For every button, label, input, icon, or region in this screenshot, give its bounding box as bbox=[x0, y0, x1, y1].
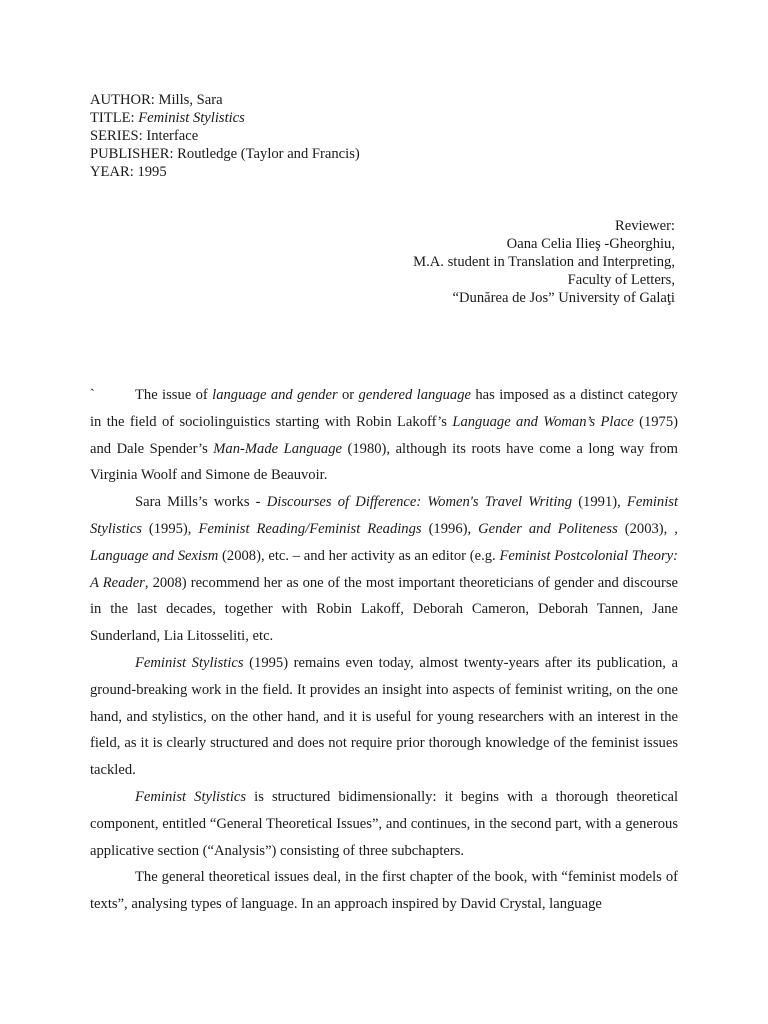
italic-book-title: Language and Woman’s Place bbox=[452, 413, 634, 430]
review-body bbox=[90, 382, 678, 918]
paragraph-text: (1975) and Dale Spender’s bbox=[90, 413, 678, 457]
reviewer-block bbox=[413, 217, 675, 307]
author-value: Mills, Sara bbox=[158, 92, 223, 108]
italic-book-title: Gender and Politeness bbox=[478, 520, 618, 537]
italic-book-title: Man-Made Language bbox=[213, 440, 342, 457]
bibliographic-info bbox=[90, 91, 360, 181]
paragraph-text: The issue of bbox=[135, 387, 213, 403]
paragraph-text: (2003), , bbox=[617, 520, 678, 537]
year-label: YEAR: bbox=[90, 164, 138, 180]
paragraph-4 bbox=[90, 784, 678, 864]
italic-book-title: Feminist Stylistics bbox=[90, 494, 678, 537]
paragraph-text: has imposed as a distinct category in the field of sociolinguistics starting with Robin Lakoff’s bbox=[90, 387, 678, 430]
paragraph-text: (1995), bbox=[141, 520, 199, 537]
series-label: SERIES: bbox=[90, 128, 147, 144]
italic-term: gendered language bbox=[358, 387, 471, 403]
series-line bbox=[90, 127, 360, 145]
title-label: TITLE: bbox=[90, 110, 139, 126]
paragraph-text: (1991), bbox=[572, 494, 627, 511]
backtick-mark: ` bbox=[90, 387, 95, 403]
reviewer-heading: Reviewer: bbox=[615, 218, 675, 234]
publisher-label: PUBLISHER: bbox=[90, 146, 178, 162]
italic-book-title: Feminist Stylistics bbox=[135, 654, 244, 671]
paragraph-1 bbox=[90, 382, 678, 489]
year-line bbox=[90, 163, 360, 181]
reviewer-name: Oana Celia Ilieş -Gheorghiu, bbox=[506, 236, 675, 252]
italic-book-title: Language and Sexism bbox=[90, 547, 219, 564]
year-value: 1995 bbox=[137, 164, 167, 180]
paragraph-text: , 2008) recommend her as one of the most important theoreticians of gender and discourse in the last decades, together with Robin Lakoff, Deborah Cameron, Deborah Tannen, Jane Sunderland, Lia Litosseliti, etc. bbox=[90, 574, 678, 645]
italic-term: language and gender bbox=[212, 387, 338, 403]
author-line bbox=[90, 91, 360, 109]
paragraph-2 bbox=[90, 489, 678, 650]
author-label: AUTHOR: bbox=[90, 92, 159, 108]
publisher-line bbox=[90, 145, 360, 163]
reviewer-position: M.A. student in Translation and Interpreting, bbox=[413, 254, 675, 270]
publisher-value: Routledge (Taylor and Francis) bbox=[177, 146, 360, 162]
paragraph-text: (2008), etc. – and her activity as an editor (e.g. bbox=[218, 547, 500, 564]
reviewer-faculty: Faculty of Letters, bbox=[567, 272, 675, 288]
italic-book-title: Discourses of Difference: Women's Travel Writing bbox=[266, 494, 573, 511]
paragraph-text: (1995) remains even today, almost twenty-years after its publication, a ground-breaking work in the field. It provides an insight into aspects of feminist writing, on the one hand, and stylistics, on the other hand, and it is useful for young researchers with an interest in the field, as it is clearly structured and does not require prior thorough knowledge of the feminist issues tackled. bbox=[90, 654, 678, 779]
paragraph-text: (1996), bbox=[421, 520, 479, 537]
italic-book-title: Feminist Postcolonial Theory: A Reader bbox=[90, 547, 678, 591]
series-value: Interface bbox=[146, 128, 199, 144]
italic-book-title: Feminist Stylistics bbox=[135, 788, 247, 805]
paragraph-5 bbox=[90, 864, 678, 918]
paragraph-text: The general theoretical issues deal, in the first chapter of the book, with “feminist models of texts”, analysing types of language. In an approach inspired by David Crystal, language bbox=[90, 869, 678, 913]
title-line bbox=[90, 109, 360, 127]
paragraph-text: Sara Mills’s works - bbox=[135, 494, 267, 511]
italic-book-title: Feminist Reading/Feminist Readings bbox=[198, 520, 422, 537]
paragraph-text: is structured bidimensionally: it begins with a thorough theoretical component, entitled “General Theoretical Issues”, and continues, in the second part, with a generous applicative section (“Analysis”) consisting of three subchapters. bbox=[90, 788, 678, 859]
title-value: Feminist Stylistics bbox=[138, 110, 245, 126]
reviewer-university: “Dunărea de Jos” University of Galaţi bbox=[452, 290, 675, 306]
paragraph-text: (1980), although its roots have come a long way from Virginia Woolf and Simone de Beauvoir. bbox=[90, 440, 678, 484]
paragraph-text: or bbox=[337, 387, 359, 403]
paragraph-3 bbox=[90, 650, 678, 784]
